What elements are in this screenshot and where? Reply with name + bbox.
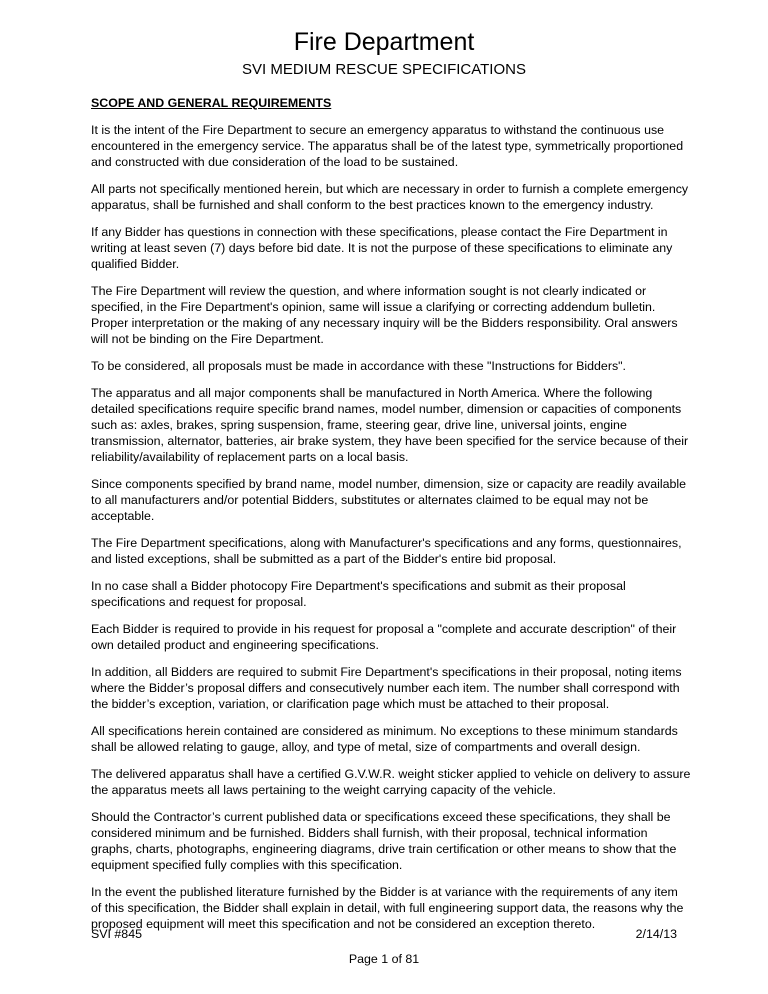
paragraph: In no case shall a Bidder photocopy Fire Department's specifications and submit as their proposal specifications and request for proposal. [91,579,626,609]
document-subtitle: SVI MEDIUM RESCUE SPECIFICATIONS [242,61,526,78]
paragraph: All specifications herein contained are considered as minimum. No exceptions to these minimum standards shall be allowed relating to gauge, alloy, and type of metal, size of compartments and overall design. [91,724,678,754]
section-heading: SCOPE AND GENERAL REQUIREMENTS [91,96,332,110]
paragraph: In the event the published literature furnished by the Bidder is at variance with the requirements of any item of this specification, the Bidder shall explain in detail, with full engineering support data, the reasons why the proposed equipment will meet this specification and not be considered an exception thereto. [91,885,684,931]
paragraph: All parts not specifically mentioned herein, but which are necessary in order to furnish a complete emergency apparatus, shall be furnished and shall conform to the best practices known to the emergency industry. [91,182,689,212]
paragraph: Since components specified by brand name, model number, dimension, size or capacity are readily available to all manufacturers and/or potential Bidders, substitutes or alternates claimed to be equal may not be acceptable. [91,477,687,523]
paragraph: The Fire Department will review the question, and where information sought is not clearly indicated or specified, in the Fire Department's opinion, same will issue a clarifying or correcting addendum bulletin. Proper interpretation or the making of any necessary inquiry will be the Bidders responsibility. Oral answers will not be binding on the Fire Department. [91,284,678,346]
paragraph: It is the intent of the Fire Department to secure an emergency apparatus to withstand the continuous use encountered in the emergency service. The apparatus shall be of the latest type, symmetrically proportioned and constructed with due consideration of the load to be sustained. [91,123,684,169]
footer-doc-id: SVI #845 [91,927,142,941]
paragraph: In addition, all Bidders are required to submit Fire Department's specifications in their proposal, noting items where the Bidder’s proposal differs and consecutively number each item. The number shall correspond with the bidder’s exception, variation, or clarification page which must be attached to their proposal. [91,665,682,711]
paragraph: The Fire Department specifications, along with Manufacturer's specifications and any forms, questionnaires, and listed exceptions, shall be submitted as a part of the Bidder's entire bid proposal. [91,536,682,566]
paragraph: If any Bidder has questions in connection with these specifications, please contact the Fire Department in writing at least seven (7) days before bid date. It is not the purpose of these specifications to eliminate any qualified Bidder. [91,225,673,271]
paragraph: The apparatus and all major components shall be manufactured in North America. Where the following detailed specifications require specific brand names, model number, dimension or capacities of components such as: axles, brakes, spring suspension, frame, steering gear, drive line, universal joints, engine transmission, alternator, batteries, air brake system, they have been specified for the service because of their reliability/availability of replacement parts on a local basis. [91,386,689,464]
paragraph: To be considered, all proposals must be made in accordance with these "Instructions for Bidders". [91,359,626,373]
page-number: Page 1 of 81 [348,952,420,966]
document-title: Fire Department [293,28,475,56]
paragraph: Should the Contractor’s current published data or specifications exceed these specifications, they shall be considered minimum and be furnished. Bidders shall furnish, with their proposal, technical information graphs, charts, photographs, engineering diagrams, drive train certification or other means to show that the equipment specified fully complies with this specification. [91,810,677,872]
section-scope [91,95,691,943]
paragraph: The delivered apparatus shall have a certified G.V.W.R. weight sticker applied to vehicle on delivery to assure the apparatus meets all laws pertaining to the weight carrying capacity of the vehicle. [91,767,691,797]
footer-date: 2/14/13 [635,927,677,941]
paragraph: Each Bidder is required to provide in his request for proposal a "complete and accurate description" of their own detailed product and engineering specifications. [91,622,677,652]
